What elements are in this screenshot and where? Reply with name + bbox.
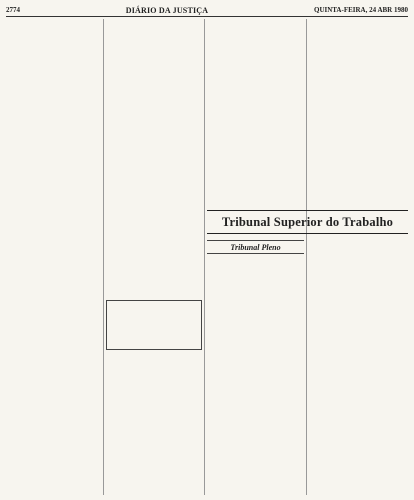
column-divider [103,19,104,495]
column-divider [204,19,205,495]
section-subtitle: Tribunal Pleno [207,240,304,254]
publication-title: DIÁRIO DA JUSTIÇA [125,5,209,15]
framed-notice [106,300,202,350]
column-5 [207,260,304,488]
issue-date: QUINTA-FEIRA, 24 ABR 1980 [314,6,408,14]
column-1 [6,19,101,495]
column-2 [106,19,202,495]
column-3 [207,19,304,205]
section-band: Tribunal Superior do Trabalho [207,210,408,234]
column-4 [309,19,408,205]
column-6 [309,240,408,488]
column-divider [306,19,307,495]
page-number: 2774 [6,6,20,14]
running-header [6,4,408,17]
